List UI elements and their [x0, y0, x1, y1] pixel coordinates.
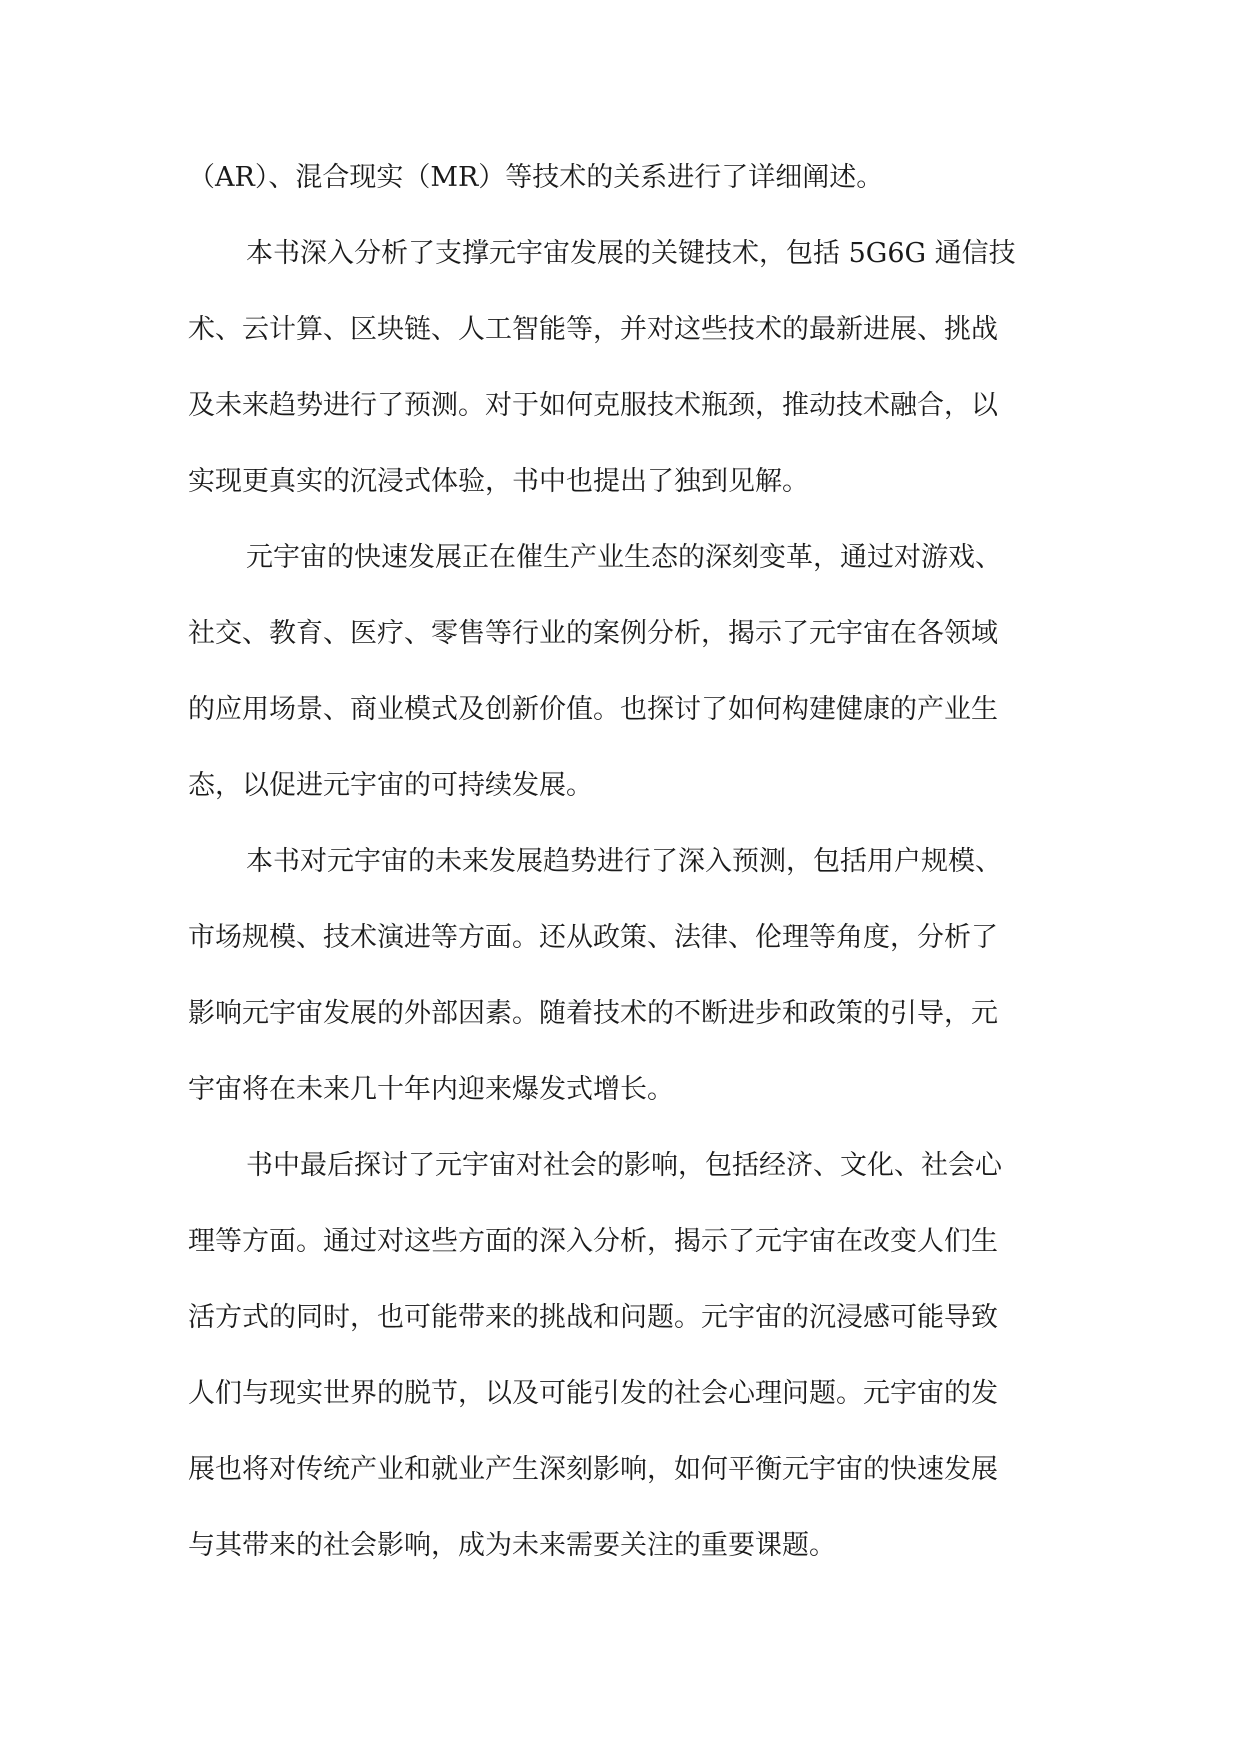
paragraph-4 [188, 824, 1068, 1128]
text-line: 书中最后探讨了元宇宙对社会的影响，包括经济、文化、社会心 [246, 1150, 1002, 1181]
text-line: 人们与现实世界的脱节，以及可能引发的社会心理问题。元宇宙的发 [188, 1378, 998, 1409]
document-body [188, 140, 1068, 1584]
text-line: 及未来趋势进行了预测。对于如何克服技术瓶颈，推动技术融合，以 [188, 390, 998, 421]
text-line: 本书对元宇宙的未来发展趋势进行了深入预测，包括用户规模、 [246, 846, 1002, 877]
text-line: 术、云计算、区块链、人工智能等，并对这些技术的最新进展、挑战 [188, 314, 998, 345]
paragraph-1 [188, 140, 1068, 216]
text-line: 影响元宇宙发展的外部因素。随着技术的不断进步和政策的引导，元 [188, 998, 998, 1029]
text-line: 宇宙将在未来几十年内迎来爆发式增长。 [188, 1074, 674, 1105]
text-line: 社交、教育、医疗、零售等行业的案例分析，揭示了元宇宙在各领域 [188, 618, 998, 649]
text-line: 态，以促进元宇宙的可持续发展。 [188, 770, 593, 801]
text-line: 的应用场景、商业模式及创新价值。也探讨了如何构建健康的产业生 [188, 694, 998, 725]
text-line: 活方式的同时，也可能带来的挑战和问题。元宇宙的沉浸感可能导致 [188, 1302, 998, 1333]
paragraph-5 [188, 1128, 1068, 1584]
text-line: 与其带来的社会影响，成为未来需要关注的重要课题。 [188, 1530, 836, 1561]
text-line: （AR）、混合现实（MR）等技术的关系进行了详细阐述。 [188, 162, 884, 193]
text-line: 元宇宙的快速发展正在催生产业生态的深刻变革，通过对游戏、 [246, 542, 1002, 573]
text-line: 本书深入分析了支撑元宇宙发展的关键技术，包括 5G6G 通信技 [246, 238, 1016, 269]
text-line: 市场规模、技术演进等方面。还从政策、法律、伦理等角度，分析了 [188, 922, 998, 953]
paragraph-3 [188, 520, 1068, 824]
text-line: 理等方面。通过对这些方面的深入分析，揭示了元宇宙在改变人们生 [188, 1226, 998, 1257]
text-line: 展也将对传统产业和就业产生深刻影响，如何平衡元宇宙的快速发展 [188, 1454, 998, 1485]
text-line: 实现更真实的沉浸式体验，书中也提出了独到见解。 [188, 466, 809, 497]
paragraph-2 [188, 216, 1068, 520]
